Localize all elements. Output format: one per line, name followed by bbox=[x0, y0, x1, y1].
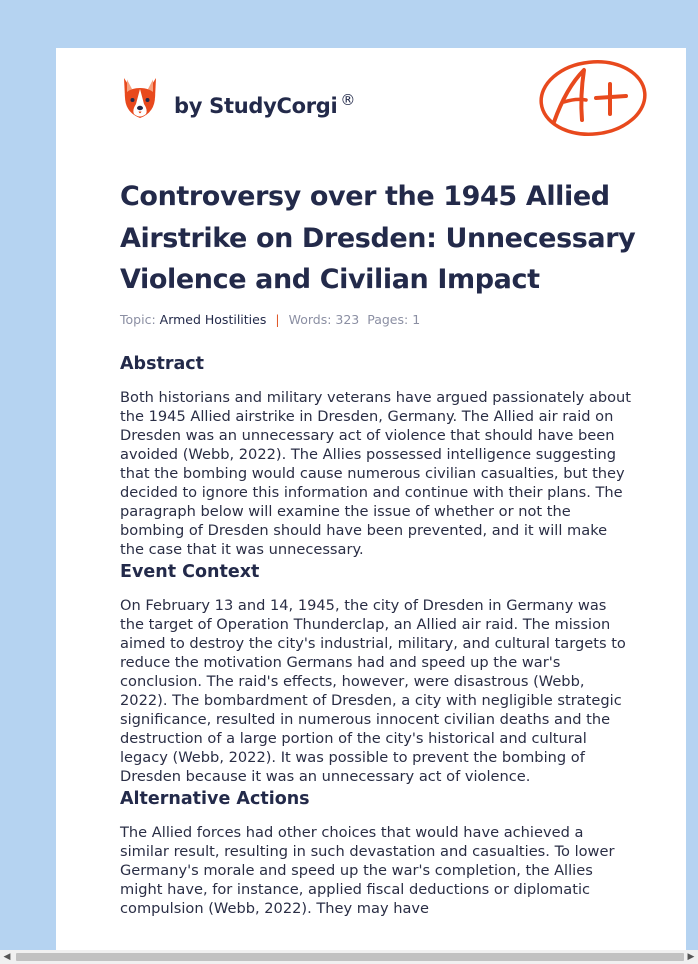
corgi-logo-icon bbox=[120, 76, 160, 120]
event-context-section bbox=[120, 561, 634, 786]
horizontal-scrollbar[interactable] bbox=[0, 950, 698, 964]
topic-label: Topic: bbox=[120, 312, 156, 327]
abstract-section bbox=[120, 353, 634, 559]
document-page bbox=[56, 48, 686, 964]
words-value: 323 bbox=[335, 312, 360, 327]
scroll-right-arrow-icon[interactable]: ▶ bbox=[687, 952, 695, 962]
scroll-left-arrow-icon[interactable]: ◀ bbox=[3, 952, 11, 962]
document-meta bbox=[120, 312, 420, 327]
brand-name: by StudyCorgi ® bbox=[174, 90, 356, 118]
section-heading: Abstract bbox=[120, 354, 205, 374]
meta-separator: | bbox=[275, 312, 280, 327]
section-paragraph: Both historians and military veterans have argued passionately about the 1945 Allied airstrike in Dresden, Germany. The Allied air raid on Dresden was an unnecessary act of violence that should have been avoided (Webb, 2022). The Allies possessed intelligence suggesting that the bombing would cause numerous civilian casualties, but they decided to ignore this information and continue with their plans. The paragraph below will examine the issue of whether or not the bombing of Dresden should have been prevented, and it will make the case that it was unnecessary. bbox=[120, 389, 632, 558]
document-body bbox=[120, 353, 634, 920]
pages-label: Pages: bbox=[367, 312, 409, 327]
brand-logo[interactable] bbox=[120, 76, 355, 120]
pages-value: 1 bbox=[412, 312, 421, 327]
section-heading: Event Context bbox=[120, 562, 260, 582]
document-title: Controversy over the 1945 Allied Airstrike on Dresden: Unnecessary Violence and Civilian Impact bbox=[120, 181, 636, 295]
section-heading: Alternative Actions bbox=[120, 789, 310, 809]
section-paragraph: On February 13 and 14, 1945, the city of Dresden in Germany was the target of Operation Thunderclap, an Allied air raid. The mission aimed to destroy the city's industrial, military, and cultural targets to reduce the motivation Germans had and speed up the war's conclusion. The raid's effects, however, were disastrous (Webb, 2022). The bombardment of Dresden, a city with negligible strategic significance, resulted in numerous innocent civilian deaths and the destruction of a large portion of the city's historical and cultural legacy (Webb, 2022). It was possible to prevent the bombing of Dresden because it was an unnecessary act of violence. bbox=[120, 597, 626, 785]
registered-mark: ® bbox=[340, 90, 356, 109]
words-label: Words: bbox=[288, 312, 332, 327]
alternative-actions-section bbox=[120, 788, 634, 918]
a-plus-grade-icon bbox=[536, 58, 650, 140]
scrollbar-thumb[interactable] bbox=[16, 953, 684, 961]
section-paragraph: The Allied forces had other choices that would have achieved a similar result, resulting in such devastation and casualties. To lower Germany's morale and speed up the war's completion, the Allies might have, for instance, applied fiscal deductions or diplomatic compulsion (Webb, 2022). They may have bbox=[120, 824, 615, 917]
topic-link[interactable]: Armed Hostilities bbox=[159, 312, 267, 327]
